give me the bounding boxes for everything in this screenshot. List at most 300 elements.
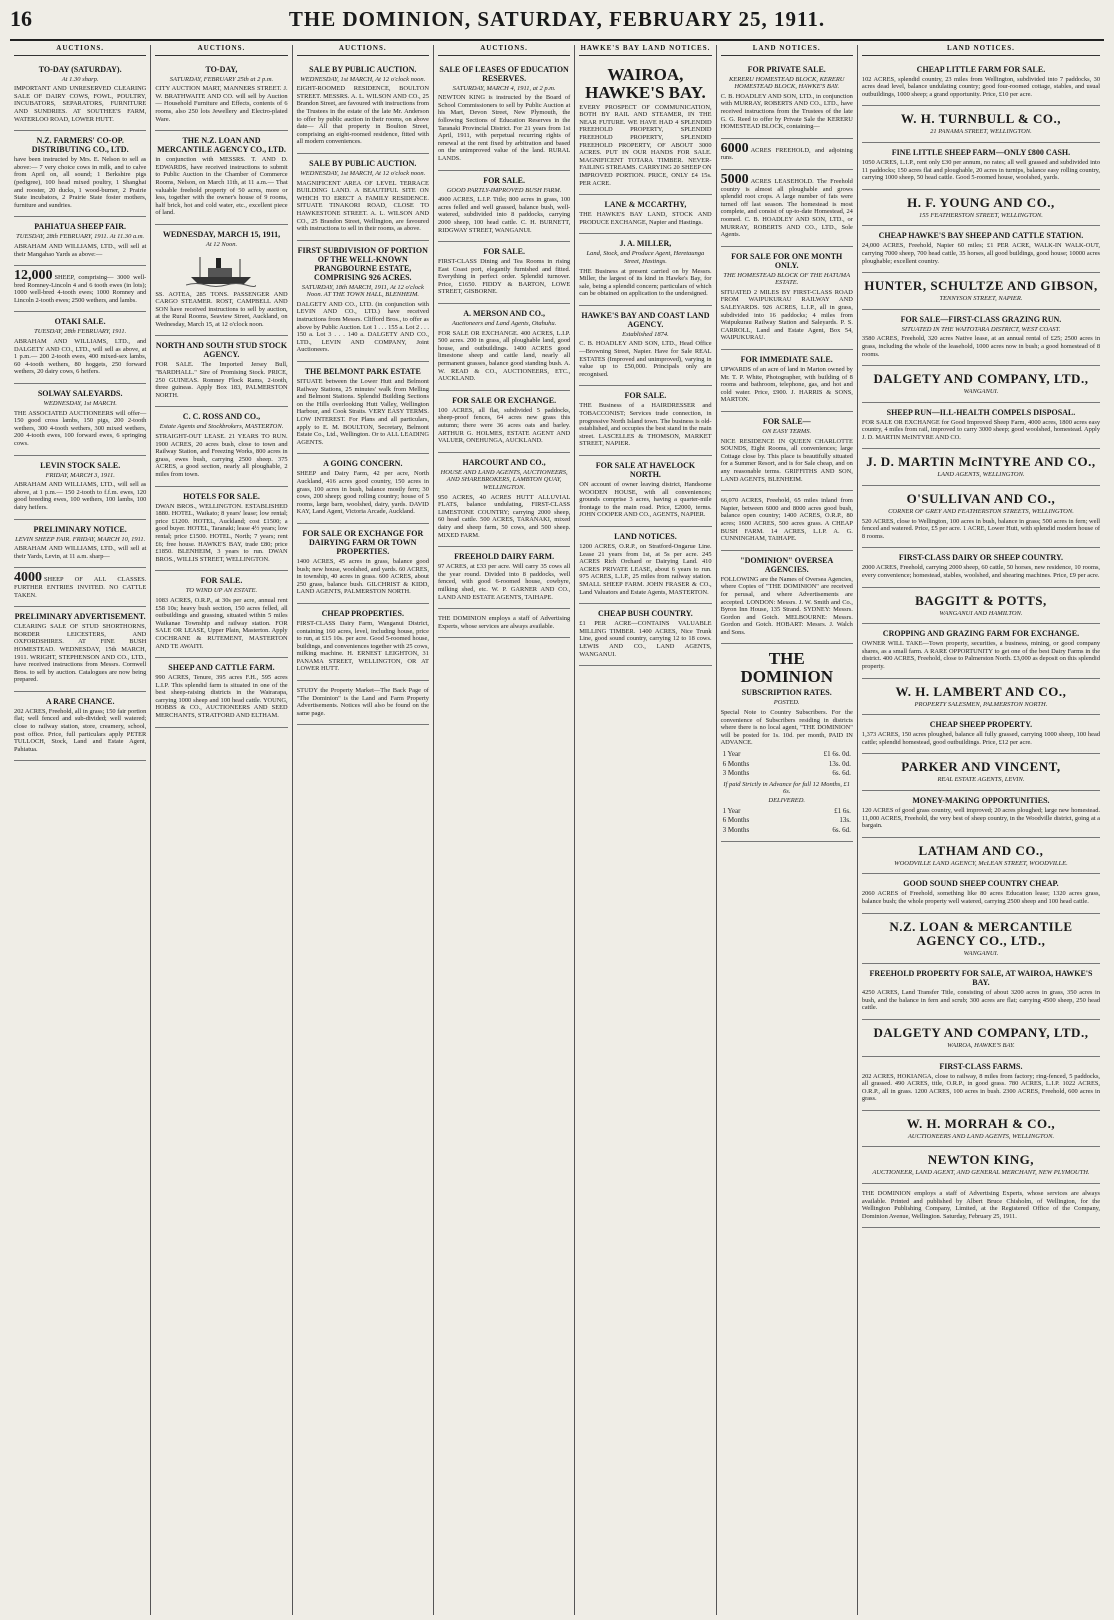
advertisement — [438, 171, 570, 243]
advertisement — [579, 527, 711, 604]
advertisement — [155, 407, 287, 486]
advertisement — [579, 234, 711, 306]
ad-body — [438, 407, 570, 445]
advertisement — [862, 106, 1100, 143]
ad-text: CLEARING SALE OF STUD SHORTHORNS, BORDER LEICESTERS, AND OXFORDSHIRES. AT FINE BUSH HOMESTEAD. WEDNESDAY, 15th MARCH, 1911. WRIGHT, STEPHENSON AND CO., LTD., have received instructions from Messrs. Cornwell Bros. to sell by auction. Catalogues are now being prepared. — [14, 623, 147, 684]
ad-text: FOR SALE OR EXCHANGE. 400 ACRES, L.I.P. 500 acres. 200 in grass, all ploughable land, good house, and outbuildings. 1400 ACRES good limestone sheep and cattle land, nearly all permanent grasses, balance good standing bush. A. W. READ & CO., AUCTIONEERS, ETC., AUCKLAND. — [437, 329, 571, 383]
ad-text: ABRAHAM AND WILLIAMS, LTD., will sell at their Mangahao Yards as above:— — [14, 242, 147, 258]
ad-body — [14, 410, 146, 448]
ad-text: THE DOMINION employs a staff of Advertising Experts, whose services are always available. Printed and published by Albert Bruce Chisholm, of Wellington, for the Wellington Publishing Company, Limited, at the Registered Office of the Company, Dominion Avenue, Wellington. Saturday, February 25, 1911. — [861, 1190, 1101, 1220]
ad-body — [862, 518, 1100, 541]
ad-title: PRELIMINARY NOTICE. — [33, 524, 127, 534]
ad-body — [155, 674, 287, 720]
ad-subtitle: TENNYSON STREET, NAPIER. — [939, 295, 1023, 303]
ad-text: 1083 ACRES, O.R.P., at 30s per acre, annual rent £58 10s; heavy bush section, 150 acres felled, all outbuildings and grassing, situated within 5 miles Waikanae Township and railway station. FOR SALE OR LEASE, Upper Plain, Masterton. Apply COCHRANE & RUTEMENT, MASTERTON AND TE AWAITI. — [155, 596, 288, 650]
advertisement — [721, 491, 853, 551]
ad-title: CHEAP SHEEP PROPERTY. — [929, 720, 1033, 730]
ad-title: FIRST SUBDIVISION OF PORTION OF THE WELL-KNOWN PRANGBOURNE ESTATE, COMPRISING 926 ACRES. — [297, 245, 428, 282]
advertisement — [14, 384, 146, 456]
ad-acreage: 6000 — [720, 140, 749, 156]
ad-title: FOR SALE. — [483, 247, 525, 257]
ad-title: GOOD SOUND SHEEP COUNTRY CHEAP. — [903, 879, 1059, 889]
ad-body — [579, 268, 711, 298]
ad-text: FOLLOWING are the Names of Oversea Agencies, where Copies of "THE DOMINION" are received for perusal, and where Advertisements are accepted. LONDON: Messrs. J. W. Smith and Co., Byron Inn House, 135 Strand. SYDNEY: Messrs. Gordon and Gotch. MELBOURNE: Messrs. Gordon and Gotch. HOBART: Messrs. J. Walch and Sons. — [720, 575, 853, 636]
ad-title: SUBSCRIPTION RATES. — [741, 688, 832, 698]
ad-body — [721, 289, 853, 342]
ad-title: PRELIMINARY ADVERTISEMENT. — [14, 612, 146, 622]
ad-body — [721, 576, 853, 637]
advertisement — [862, 449, 1100, 486]
ad-title: FOR SALE FOR ONE MONTH ONLY. — [731, 251, 843, 270]
ad-text: MAGNIFICENT AREA OF LEVEL TERRACE BUILDING LAND. A BEAUTIFUL SITE ON WHICH TO ERECT A FAMILY RESIDENCE. SITUATE TINAKORI ROAD, CLOSE TO HAWKESTONE STREET. A. L. WILSON AND CO., 25 Brandon Street, Wellington, are favoured with instructions to sell in their rooms, as above. — [296, 179, 429, 233]
ad-body — [297, 470, 429, 516]
ad-title: SHEEP AND CATTLE FARM. — [168, 663, 275, 673]
ad-title: C. C. ROSS AND CO., — [182, 412, 261, 422]
ad-title: N.Z. FARMERS' CO-OP. DISTRIBUTING CO., LTD. — [31, 136, 129, 155]
rates-delivered-label: DELIVERED. — [768, 797, 806, 804]
advertiser-name: DALGETY AND COMPANY, LTD., — [873, 1024, 1089, 1040]
ad-title: THE BELMONT PARK ESTATE — [304, 367, 421, 377]
ad-body — [579, 104, 711, 188]
advertisement — [438, 453, 570, 547]
ad-body — [155, 433, 287, 479]
advertisement — [14, 131, 146, 217]
ad-text: 2060 ACRES of Freehold, something like 80 acres Education lease; 1320 acres grass, balance bush; the whole property well watered, carrying 2500 sheep and 100 head cattle. — [861, 890, 1101, 905]
ad-text: FOR SALE. The Imported Jersey Bull, "BARDHALL." Sire of Promising Stock. PRICE, 250 GUINEAS. Romney Flock Rams, 2-tooth, three guineas. Apply Box 183, PALMERSTON NORTH. — [155, 361, 288, 399]
advertiser-name: NEWTON KING, — [927, 1152, 1035, 1168]
advertisement — [862, 838, 1100, 875]
ad-body — [14, 545, 146, 560]
ad-subtitle: ON EASY TERMS. — [762, 428, 812, 435]
ad-body — [721, 497, 853, 543]
ad-body — [155, 291, 287, 329]
ad-banner: WAIROA, HAWKE'S BAY. — [585, 64, 706, 102]
ad-text: ABRAHAM AND WILLIAMS, LTD., will sell at their Yards, Levin, at 11 a.m. sharp— — [14, 545, 147, 560]
column-heading: AUCTIONS. — [155, 45, 287, 56]
ad-text: STRAIGHT-OUT LEASE. 21 YEARS TO RUN. 1900 ACRES, 20 acres bush, close to town and Railway Station, and Freezing Works, 800 acres in grass, ewes bush, carrying 2500 sheep. 375 ACRES, a good section, nearly all ploughable, 2 miles from town. — [155, 433, 288, 478]
ad-subtitle: Established 1874. — [622, 330, 669, 338]
ad-subtitle: REAL ESTATE AGENTS, LEVIN. — [937, 776, 1025, 784]
advertisement — [721, 644, 853, 842]
column-heading: AUCTIONS. — [14, 45, 146, 56]
ad-body — [155, 503, 287, 564]
ad-title: J. A. MILLER, — [619, 239, 672, 249]
ad-text: ACRES LEASEHOLD. The Freehold country is almost all ploughable and grows splendid root crops. A large number of fats were turned off last season. The homestead is most complete, and consist of up-to-date Homestead, 24 roomed. C. B. HOADLEY AND SON, LTD., or MURRAY, ROBERTS AND CO., LTD., Sole Agents. — [720, 177, 853, 239]
advertisement — [862, 310, 1100, 366]
ad-text: C. B. HOADLEY AND SON, LTD., Head Office—Browning Street, Napier. Have for Sale REAL ESTATES (Improved and unimproved), varying in value up to £50,000. Principals only are recognised. — [579, 340, 712, 378]
ad-text: 1050 ACRES, L.I.P., rent only £30 per annum, no rates; all well grassed and subdivided into 11 paddocks; 150 acres flat and ploughable, 20 acres in turnips, balance easy rolling country, carrying 1000 sheep, 50 head cattle. Good 5-roomed house, woolshed, yards. — [861, 158, 1101, 182]
ad-body — [862, 335, 1100, 358]
ad-title: HAWKE'S BAY AND COAST LAND AGENCY. — [581, 310, 710, 329]
ad-body — [579, 211, 711, 226]
ad-subtitle: PROPERTY SALESMEN, PALMERSTON NORTH. — [914, 700, 1048, 708]
ad-title: LANE & MCCARTHY, — [604, 200, 687, 210]
ad-title: TO-DAY, — [205, 64, 238, 74]
ad-subtitle: At 1.30 sharp. — [61, 75, 99, 83]
ad-body — [720, 140, 853, 162]
advertisement — [862, 588, 1100, 625]
ad-body — [438, 615, 570, 630]
advertisement — [862, 715, 1100, 754]
ad-subtitle: SATURDAY, FEBRUARY 25th at 2 p.m. — [169, 75, 274, 83]
advertisement — [862, 1147, 1100, 1184]
ad-body — [721, 709, 853, 747]
ad-body — [862, 159, 1100, 182]
ad-body — [297, 687, 429, 717]
ad-subtitle: HOUSE AND LAND AGENTS, AUCTIONEERS, AND SHAREBROKERS, LAMBTON QUAY, WELLINGTON. — [440, 468, 568, 491]
ad-text: 24,000 ACRES, Freehold, Napier 60 miles; £1 PER ACRE, WALK-IN WALK-OUT, carrying 7000 sheep, 700 head cattle, 35 horses, all good buildings, good house; 10000 acres ploughable; excellent country. — [861, 242, 1101, 265]
ad-body — [579, 402, 711, 448]
ad-title: FOR SALE. — [200, 576, 243, 586]
advertisement — [579, 456, 711, 527]
advertisement — [721, 139, 853, 170]
ad-body — [579, 620, 711, 658]
ad-body — [155, 361, 287, 399]
ad-title: FOR SALE— — [762, 417, 811, 426]
ad-text: THE Business of a HAIRDRESSER and TOBACCONIST; Services trade connection, in progressive North Island town. The business is old-established, and occupies the best stand in the main street. LASCELLES & THOMSON, MARKET STREET, NAPIER. — [579, 402, 712, 448]
ad-text: 2000 ACRES, Freehold, carrying 2000 sheep, 60 cattle, 50 horses, new residence, 10 rooms, every convenience; homestead, stables, woolshed, and shearing machines. Price, £9 per acre. — [861, 564, 1101, 580]
ad-title: CHEAP HAWKE'S BAY SHEEP AND CATTLE STATION. — [878, 231, 1084, 241]
ad-title: FOR PRIVATE SALE. — [747, 64, 826, 74]
ad-text: 1200 ACRES, O.R.P., on Stratford-Ongarue Line. Lease 21 years from 1st, at 5s per acre. 245 ACRES Rich Orchard or Dairying Land. 410 ACRES PRIVATE LEASE, about 6 years to run. 975 ACRES, L.I.P., 25 miles from railway station. SMALL SHEEP FARM. JOHN FRASER & CO., Land Valuators and Estate Agents, MASTERTON. — [579, 542, 712, 596]
advertisement — [862, 548, 1100, 587]
ad-subtitle: Estate Agents and Stockbrokers, MASTERTON. — [159, 423, 284, 431]
ad-body — [297, 85, 429, 146]
advertisement — [155, 487, 287, 572]
ad-title: LEVIN STOCK SALE. — [40, 460, 121, 470]
ad-text: FIRST-CLASS Dairy Farm, Wanganui District, containing 160 acres, level, including house, price to run, at £15 10s. per acre. Good 5-roomed house, buildings, and conveniences together with 25 cows, milking machine. H. ERNEST LEIGHTON, 31 PANAMA STREET, WELLINGTON, OR AT LOWER HUTT. — [296, 619, 429, 673]
ad-subtitle: AUCTIONEERS AND LAND AGENTS, WELLINGTON. — [907, 1132, 1055, 1140]
ad-subtitle: THE HOMESTEAD BLOCK OF THE HATUMA ESTATE. — [723, 271, 851, 287]
ad-text: OWNER WILL TAKE—Town property, securities, a business, mining, or good company shares, as a small farm. A RARE OPPORTUNITY to get one of the best Dairy Farms in the district. 400 ACRES, Freehold, close to Palmerston North. £3,000 as deposit on this splendid property. — [861, 640, 1101, 670]
ad-body — [438, 330, 570, 383]
column-2 — [151, 45, 292, 1615]
ad-title: FIRST-CLASS FARMS. — [939, 1061, 1023, 1071]
ad-body — [862, 1073, 1100, 1103]
advertisement — [14, 312, 146, 384]
ad-subtitle: Land, Stock, and Produce Agent, Heretaunga Street, Hastings. — [586, 250, 705, 265]
advertiser-name: N.Z. LOAN & MERCANTILE AGENCY CO., LTD., — [889, 918, 1073, 948]
ad-title: NORTH AND SOUTH STUD STOCK AGENCY. — [155, 341, 288, 360]
ad-body — [862, 242, 1100, 265]
ad-subtitle: FRIDAY, MARCH 3, 1911. — [45, 471, 115, 479]
column-3 — [293, 45, 434, 1615]
ad-subtitle: KERERU HOMESTEAD BLOCK, KERERU HOMESTEAD BLOCK, HAWKE'S BAY. — [728, 75, 845, 91]
ad-title: FREEHOLD DAIRY FARM. — [454, 552, 555, 562]
ad-title: A GOING CONCERN. — [323, 459, 403, 469]
advertisement — [155, 131, 287, 225]
advertisement — [14, 60, 146, 132]
ad-text: 97 ACRES, at £33 per acre. Will carry 35 cows all the year round. Divided into 8 paddocks, well fenced, with good 6-roomed house, cowbyre, milking shed, etc. W. P. GARNER AND CO., LAND AND ESTATE AGENTS, TAIHAPE. — [437, 563, 571, 601]
ad-text: SHEEP, comprising— 3000 well-bred Romney-Lincoln 4 and 6 tooth ewes (in lots); 1000 well-bred 4-tooth ewes; 1000 Romney and Lincoln 2-tooth ewes; 2500 wethers, and lambs. — [14, 274, 147, 304]
advertisement — [155, 571, 287, 658]
rate-price: 13s. — [839, 816, 851, 825]
advertisement — [862, 273, 1100, 310]
ad-subtitle: SATURDAY, MARCH 4, 1911, at 2 p.m. — [452, 84, 556, 92]
ad-text: THE DOMINION employs a staff of Advertising Experts, whose services are always available. — [437, 615, 571, 630]
advertisement — [14, 266, 146, 312]
ad-subtitle: SATURDAY, 18th MARCH, 1911, At 12 o'clock Noon. AT THE TOWN HALL, BLENHEIM. — [301, 283, 424, 299]
ad-title: SOLWAY SALEYARDS. — [37, 389, 123, 399]
newspaper-title: THE DOMINION, SATURDAY, FEBRUARY 25, 1911. — [288, 7, 826, 31]
advertisement — [438, 60, 570, 171]
advertisement — [155, 60, 287, 132]
ad-body — [155, 156, 287, 217]
rate-period: 6 Months — [722, 759, 750, 768]
ad-body — [14, 268, 147, 304]
ad-text: Special Note to Country Subscribers. For the convenience of Subscribers residing in districts where there is no local agent, "THE DOMINION" will be posted for 1s. 10d. per month, PAID IN ADVANCE. — [720, 709, 853, 747]
column-1 — [10, 45, 151, 1615]
ad-text: 100 ACRES, all flat, subdivided 5 paddocks, sheep-proof fences, 64 acres new grass this autumn; there were 36 acres oats and barley. ARTHUR G. HOLMES, ESTATE AGENT AND VALUER, ONEHUNGA, AUCKLAND. — [437, 406, 571, 445]
ad-title: FOR SALE—FIRST-CLASS GRAZING RUN. — [900, 314, 1062, 324]
advertisement — [862, 1184, 1100, 1228]
rate-price: 6s. 6d. — [832, 825, 851, 834]
ad-acreage: 12,000 — [14, 268, 53, 284]
advertisement — [579, 306, 711, 387]
subscription-rates-delivered — [721, 806, 853, 837]
ad-title: SALE BY PUBLIC AUCTION. — [309, 64, 417, 74]
ad-title: FOR SALE OR EXCHANGE FOR DAIRYING FARM OR TOWN PROPERTIES. — [302, 528, 424, 556]
ad-body — [438, 494, 570, 540]
advertisement — [862, 143, 1100, 190]
ad-body — [862, 1190, 1100, 1220]
ad-text: THE HAWKE'S BAY LAND, STOCK AND PRODUCE EXCHANGE, Napier and Hastings. — [579, 211, 712, 226]
advertiser-name: BAGGITT & POTTS, — [915, 592, 1047, 608]
ad-title: WEDNESDAY, MARCH 15, 1911, — [162, 229, 281, 239]
page-number: 16 — [10, 6, 32, 31]
ad-body — [14, 708, 146, 754]
ad-text: ACRES FREEHOLD, and adjoining runs. — [720, 146, 853, 162]
advertisement — [438, 609, 570, 638]
ad-body — [155, 85, 287, 123]
advertisement — [721, 60, 853, 139]
ad-title: CHEAP LITTLE FARM FOR SALE. — [916, 64, 1046, 74]
advertiser-name: W. H. TURNBULL & CO., — [900, 111, 1061, 127]
ad-body — [862, 989, 1100, 1012]
advertisement — [862, 874, 1100, 913]
ad-body — [14, 338, 146, 376]
ad-text: STUDY the Property Market—The Back Page of "The Dominion" is the Land and Farm Property Advertisements. Notices will also be found on the same page. — [296, 687, 429, 717]
ad-body — [862, 76, 1100, 99]
rates-note: If paid Strictly in Advance for full 12 Months, £1 6s. — [723, 780, 851, 796]
ad-body — [438, 196, 570, 234]
ad-body — [579, 543, 711, 596]
ad-text: NICE RESIDENCE IN QUEEN CHARLOTTE SOUNDS, Eight Rooms, all conveniences; large Cottage close by. This place is beautifully situated for a Summer Resort, and is for Sale cheap, and on any reasonable terms. GRIFFITHS AND SON, LAND AGENTS, BLENHEIM. — [720, 437, 853, 483]
advertiser-name: H. F. YOUNG AND CO., — [907, 194, 1055, 210]
ad-text: SHEEP and Dairy Farm, 42 per acre, North Auckland, 416 acres good country, 150 acres in grass, 100 acres in bush, balance mostly fern; 30 cows, 200 sheep; good rolling country; house of 5 rooms, large barn, woolshed, dairy, yards. DAVID KAY, Land Agent, Victoria Arcade, Auckland. — [296, 470, 429, 516]
advertisement — [297, 604, 429, 681]
ad-title: CROPPING AND GRAZING FARM FOR EXCHANGE. — [882, 629, 1080, 639]
ad-title: SALE OF LEASES OF EDUCATION RESERVES. — [439, 64, 569, 83]
advertisement — [862, 60, 1100, 107]
ad-body — [438, 258, 570, 296]
advertiser-name: PARKER AND VINCENT, — [901, 759, 1061, 775]
advertisement — [14, 217, 146, 266]
ad-acreage: 5000 — [720, 171, 749, 187]
column-heading: LAND NOTICES. — [721, 45, 853, 56]
ad-acreage: 4000 — [14, 570, 42, 586]
ad-text: EIGHT-ROOMED RESIDENCE, BOULTON STREET. MESSRS. A. L. WILSON AND CO., 25 Brandon Street, are favoured with instructions from the Trustees in the estate of the late Mr. Anderson to offer by public auction in their rooms, on above date— All that property in Boulton Street, comprising an eight-roomed residence, fitted with all modern conveniences. — [296, 85, 429, 146]
ad-text: 1,373 ACRES, 150 acres ploughed, balance all fully grassed, carrying 1000 sheep, 100 head cattle; splendid homestead, good outbuildings. Price, £12 per acre. — [861, 731, 1101, 746]
ad-body — [297, 620, 429, 673]
ad-subtitle: WANGANUI. — [963, 388, 999, 396]
column-5 — [575, 45, 716, 1615]
advertisement — [862, 226, 1100, 273]
column-7 — [858, 45, 1104, 1615]
advertisement — [14, 520, 146, 569]
advertiser-name: DALGETY AND COMPANY, LTD., — [873, 371, 1089, 387]
ad-text: ABRAHAM AND WILLIAMS, LTD., will sell as above, at 1 p.m.— 150 2-tooth to f.f.m. ewes, 120 good breeding ewes, 100 wethers, 100 lambs, 100 dairy heifers. — [14, 481, 147, 511]
rate-period: 3 Months — [722, 825, 750, 834]
ad-text: 120 ACRES of good grass country, well improved; 20 acres ploughed; large new homestead. 11,000 ACRES, Freehold, the very best of sheep country, in the Woodville district, going at a bargain. — [861, 806, 1101, 830]
rate-price: £1 6s. — [834, 806, 851, 815]
ad-title: PAHIATUA SHEEP FAIR. — [34, 222, 127, 232]
ad-body — [862, 640, 1100, 670]
ad-text: £1 PER ACRE—CONTAINS VALUABLE MILLING TIMBER. 1400 ACRES, Nice Trunk Line, good sound country, carrying 12 to 18 cows. LEWIS AND CO., LAND AGENTS, WANGANUI. — [579, 620, 712, 658]
advertisement — [297, 524, 429, 604]
ad-title: HOTELS FOR SALE. — [183, 491, 260, 501]
advertisement — [438, 547, 570, 609]
ad-text: have been instructed by Mrs. E. Nelson to sell as above:— 7 very choice cows in milk, and to calve from April on, all sound; 1 Berkshire pigs (pedigree), 100 head mixed poultry, 1 Shanghai and rooster, 20 ducks, 1 wood-burner, 2 Prairie State incubators, 2 Prairie State foster mothers, furniture and sundries. — [14, 156, 147, 209]
ad-title: TO-DAY (SATURDAY). — [38, 64, 122, 74]
advertisement — [862, 1057, 1100, 1111]
ad-text: 950 ACRES, 40 ACRES HUTT ALLUVIAL FLATS, balance undulating, FIRST-CLASS LIMESTONE COUNTRY; carrying 2000 sheep, 60 head cattle. 500 ACRES, TARANAKI, mixed dairy and sheep farm, 50 cows, and 500 sheep. MIXED FARM. — [437, 493, 571, 539]
ad-banner: THE DOMINION — [740, 649, 833, 687]
advertisement — [862, 914, 1100, 965]
subscription-rates-posted — [721, 749, 853, 780]
rate-period: 3 Months — [722, 769, 750, 778]
ad-text: CITY AUCTION MART, MANNERS STREET. J. W. BRATHWAITE AND CO. will sell by Auction— Household Furniture and Effects, contents of 6 rooms, also 250 lots Jewellery and Electro-plated Ware. — [155, 85, 288, 123]
ad-body — [297, 301, 429, 354]
ad-title: SALE BY PUBLIC AUCTION. — [309, 158, 417, 168]
ad-subtitle: TUESDAY, 28th FEBRUARY, 1911. At 11.30 a.m. — [16, 233, 145, 241]
ad-body — [297, 558, 429, 596]
ad-title: OTAKI SALE. — [54, 317, 106, 327]
ad-body — [862, 731, 1100, 746]
advertisement — [721, 170, 853, 247]
ad-text: EVERY PROSPECT OF COMMUNICATION, BOTH BY RAIL AND STEAMER, IN THE NEAR FUTURE. WE HAVE HAD 4 SPLENDID FREEHOLD PROPERTY, SPLENDID FREEHOLD PROPERTY, SPLENDID FREEHOLD PROPERTY, OF ABOUT 3000 ACRES. PUT IN OUR HANDS FOR SALE. MAGNIFICENT TOTARA TIMBER. NEVER-FAILING STREAMS. CARRYING 20 SHEEP ON IMPROVED PORTION. PRICE, ONLY £4 15s. PER ACRE. — [579, 103, 712, 187]
advertisement — [438, 304, 570, 391]
ad-body — [862, 807, 1100, 830]
ad-subtitle: WEDNESDAY, 1st MARCH. — [43, 400, 117, 408]
ad-text: 202 ACRES, HOKIANGA, close to railway, 8 miles from factory; ring-fenced, 5 paddocks, all grassed. 490 ACRES, title, O.R.P., in good grass. 780 ACRES, L.I.P. 1022 ACRES, O.R.P., all in grass. 1200 ACRES, 100 acres in bush. 2300 ACRES, Freehold, 600 acres in grass. — [861, 1072, 1101, 1103]
advertiser-name: W. H. LAMBERT AND CO., — [895, 683, 1067, 699]
ad-subtitle: 155 FEATHERSTON STREET, WELLINGTON. — [919, 211, 1043, 219]
advertisement — [297, 454, 429, 524]
ad-title: FOR SALE. — [483, 175, 525, 185]
ad-body — [579, 340, 711, 378]
ad-subtitle: GOOD PARTLY-IMPROVED BUSH FARM. — [446, 186, 562, 194]
ad-title: THE N.Z. LOAN AND MERCANTILE AGENCY CO., LTD. — [157, 136, 286, 155]
ad-body — [14, 243, 146, 258]
ad-body — [862, 419, 1100, 442]
ad-subtitle: WANGANUI AND HAMILTON. — [939, 609, 1023, 617]
advertisement — [438, 242, 570, 304]
advertisement — [862, 1111, 1100, 1148]
ad-text: 520 ACRES, close to Wellington, 100 acres in bush, balance in grass; 500 acres in fern; well fenced and watered. Price, £5 per acre. 1 ACRE, Lower Hutt, with splendid modern house of 8 rooms. — [861, 517, 1101, 540]
ad-body — [297, 378, 429, 446]
ad-text: in conjunction with MESSRS. T. AND D. EDWARDS, have received instructions to submit to Public Auction in the Chamber of Commerce Rooms, Nelson, on March 11th, at 11 a.m.— That valuable freehold property of 50 acres, more or less, together with the owner's house of 9 rooms, half brick, hot and cold water, etc., excellent piece of land. — [155, 156, 288, 217]
ad-text: DWAN BROS., WELLINGTON. ESTABLISHED 1880. HOTEL, Waikato; 8 years' lease; low rental; price £1200. HOTEL, Auckland; cost £1500; a good buyer. HOTEL, Taranaki; lease 4½ years; low rental; price £1500. HOTEL, North; 7 years; rent £6; free house. HAWKE'S BAY, trade £80; price £1850. BLENHEIM, 3 years to run. DWAN BROS., WILLIS STREET, WELLINGTON. — [155, 502, 288, 563]
column-heading: HAWKE'S BAY LAND NOTICES. — [579, 45, 711, 56]
advertisement — [862, 791, 1100, 838]
ad-body — [14, 570, 147, 599]
advertisement — [862, 366, 1100, 403]
ad-title: FOR IMMEDIATE SALE. — [740, 355, 833, 365]
ad-title: CHEAP PROPERTIES. — [321, 608, 404, 618]
masthead — [10, 6, 1104, 41]
advertisement — [862, 486, 1100, 548]
ad-subtitle: LAND AGENTS, WELLINGTON. — [937, 471, 1025, 479]
rate-period: 6 Months — [722, 816, 750, 825]
ad-text: 1400 ACRES, 45 acres in grass, balance good bush; new house, woolshed, and yards. 60 ACRES, in township, 40 acres in grass. 600 ACRES, about 250 grass, balance bush. GILCHRIST & KIDD, LAND AGENTS, PALMERSTON NORTH. — [296, 557, 429, 596]
ad-subtitle: SITUATED IN THE WAITOTARA DISTRICT, WEST COAST. — [901, 325, 1061, 333]
ad-title: CHEAP BUSH COUNTRY. — [598, 609, 693, 619]
column-heading: AUCTIONS. — [297, 45, 429, 56]
advertiser-name: J. D. MARTIN McINTYRE AND CO., — [866, 454, 1096, 470]
ad-text: SHEEP OF ALL CLASSES. FURTHER ENTRIES INVITED. NO CATTLE TAKEN. — [14, 576, 147, 599]
ad-body — [579, 481, 711, 519]
column-grid — [10, 45, 1104, 1615]
advertisement — [721, 247, 853, 350]
ad-text: THE ASSOCIATED AUCTIONEERS will offer— 150 good cross lambs, 150 pigs, 200 2-tooth wethers, 300 4-tooth wethers, 300 mixed wethers, 200 4-tooth ewes, 100 forward ewes, 6 springing cows. — [14, 409, 147, 447]
ad-text: FIRST-CLASS Dining and Tea Rooms in rising East Coast port, elegantly furnished and fitted. Everything in perfect order. Splendid turnover. Price, £1650. FIDDY & BARTON, LOWE STREET, GISBORNE. — [437, 258, 571, 296]
ad-body — [297, 180, 429, 233]
ad-title: SHEEP RUN—ILL-HEALTH COMPELS DISPOSAL. — [886, 407, 1076, 417]
ad-body — [438, 563, 570, 601]
advertisement — [862, 403, 1100, 450]
ad-text: 102 ACRES, splendid country, 23 miles from Wellington, subdivided into 7 paddocks, 30 acres dead level, balance undulating country; good four-roomed cottage, stables, and usual outbuildings, 1000 sheep; a grand opportunity. Price, £10 per acre. — [861, 75, 1101, 98]
advertisement — [862, 964, 1100, 1020]
ad-title: "DOMINION" OVERSEA AGENCIES. — [740, 555, 834, 574]
advertisement — [579, 195, 711, 234]
ad-text: 3580 ACRES, Freehold, 320 acres Native lease, at an annual rental of £25; 2500 acres in grass, including the whole of the leasehold, 1000 acres now in bush; a good homestead of 8 rooms. — [861, 335, 1101, 358]
ad-body — [155, 597, 287, 650]
rate-period: 1 Year — [722, 750, 741, 759]
advertisement — [297, 154, 429, 241]
ad-title: MONEY-MAKING OPPORTUNITIES. — [912, 795, 1050, 805]
ad-text: 202 ACRES, Freehold, all in grass; 150 fair portion flat; well fenced and sub-divided; well watered; close to railway station, store, creamery, school, post office. Price, full particulars apply PETER TULLOCH, Stock, Land and Estate Agent, Pahiatua. — [14, 707, 147, 753]
advertisement — [579, 386, 711, 456]
advertisement — [579, 604, 711, 666]
ad-subtitle: TUESDAY, 28th FEBRUARY, 1911. — [34, 328, 127, 336]
ad-text: 4900 ACRES, L.I.P. Title; 800 acres in grass, 100 acres felled and well grassed, balance bush, well-watered, subdivided into 8 paddocks, carrying 2000 sheep, 100 head cattle. C. H. BURNETT, RIDGWAY STREET, WANGANUI. — [437, 196, 571, 234]
ad-subtitle: TO WIND UP AN ESTATE. — [185, 587, 258, 595]
advertisement — [155, 336, 287, 407]
ad-subtitle: CORNER OF GREY AND FEATHERSTON STREETS, WELLINGTON. — [888, 508, 1074, 516]
column-6 — [717, 45, 858, 1615]
ad-title: FOR SALE OR EXCHANGE. — [452, 395, 557, 405]
ad-text: ABRAHAM AND WILLIAMS, LTD., and DALGETY AND CO., LTD., will sell as above, at 1 p.m.— 200 2-tooth ewes, 400 mixed-sex lambs, 60 4-tooth wethers, 80 hoggets, 250 forward wethers, 20 dairy cows, 6 heifers. — [14, 338, 147, 376]
ad-title: FOR SALE AT HAVELOCK NORTH. — [595, 461, 696, 479]
advertisement — [862, 190, 1100, 227]
advertiser-name: W. H. MORRAH & CO., — [906, 1115, 1056, 1131]
ad-subtitle: AUCTIONEER, LAND AGENT, AND GENERAL MERCHANT, NEW PLYMOUTH. — [872, 1169, 1090, 1177]
ad-title: FREEHOLD PROPERTY FOR SALE, AT WAIROA, HAWKE'S BAY. — [869, 969, 1093, 988]
ad-subtitle: 21 PANAMA STREET, WELLINGTON. — [930, 128, 1032, 136]
advertisement — [862, 754, 1100, 791]
ad-subtitle: Auctioneers and Land Agents, Otahuhu. — [451, 320, 557, 328]
ad-text: FOR SALE OR EXCHANGE for Good Improved Sheep Farm, 4000 acres, 1800 acres easy country, 4 miles from rail, improved to carry 3000 sheep; good woolshed, homestead. Apply J. D. MARTIN McINTYRE AND CO. — [861, 418, 1101, 441]
ad-text: DALGETY AND CO., LTD. (in conjunction with LEVIN AND CO., LTD.) have received instructions from Messrs. Clifford Bros., to offer as above by Public Auction. Lot 1 . . . 155 a. Lot 2 . . . 150 a. Lot 3 . . . 140 a. DALGETY AND CO., LTD., LEVIN AND COMPANY, Joint Auctioneers. — [296, 300, 429, 354]
ad-text: UPWARDS of an acre of land in Marton owned by Mr. T. P. White, Photographer, with building of 8 rooms and bathroom, telephone, gas, and hot and cold water. Price, £900. J. HARRIS & SONS, MARTON. — [720, 366, 853, 404]
advertisement — [155, 225, 287, 337]
ad-subtitle: WANGANUI. — [963, 949, 999, 957]
advertisement — [862, 624, 1100, 678]
ad-subtitle: POSTED. — [773, 699, 800, 707]
ad-subtitle: WEDNESDAY, 1st MARCH, At 12 o'clock noon. — [300, 169, 426, 177]
ad-title: A. MERSON AND CO., — [463, 309, 545, 319]
